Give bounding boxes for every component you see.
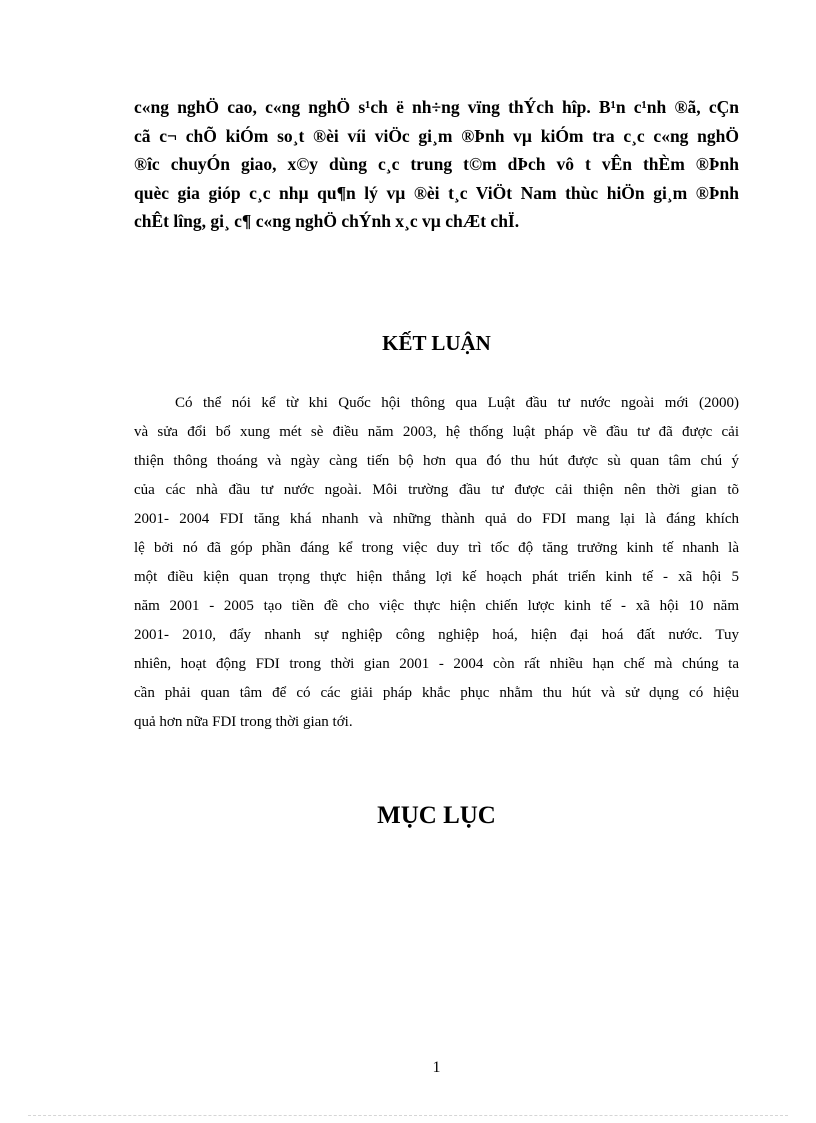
conclusion-heading: KẾT LUẬN [382, 331, 491, 355]
paragraph-line: năm 2001 - 2005 tạo tiền đề cho việc thực hiện chiến lược kinh tế - xã hội 10 năm [134, 598, 739, 614]
paragraph-line: cã c¬ chÕ kiÓm so¸t ®èi víi viÖc gi¸m ®Þnh vµ kiÓm tra c¸c c«ng nghÖ [134, 125, 739, 146]
paragraph-line: nhiên, hoạt động FDI trong thời gian 2001 - 2004 còn rất nhiều hạn chế mà chúng ta [134, 656, 739, 672]
conclusion-paragraph [134, 389, 739, 737]
paragraph-line: 2001- 2004 FDI tăng khá nhanh và những thành quả do FDI mang lại là đáng khích [134, 511, 739, 527]
paragraph-line: ®îc chuyÓn giao, x©y dùng c¸c trung t©m dÞch vô t vÊn thÈm ®Þnh [134, 154, 739, 174]
paragraph-line: quèc gia gióp c¸c nhµ qu¶n lý vµ ®èi t¸c ViÖt Nam thùc hiÖn gi¸m ®Þnh [134, 182, 739, 203]
paragraph-line: c«ng nghÖ cao, c«ng nghÖ s¹ch ë nh÷ng vïng thÝch hîp. B¹n c¹nh ®ã, cÇn [134, 97, 739, 117]
paragraph-line: quả hơn nữa FDI trong thời gian tới. [134, 714, 353, 730]
paragraph-line: của các nhà đầu tư nước ngoài. Môi trường đầu tư được cải thiện nên thời gian tõ [134, 482, 739, 498]
page-edge-divider [28, 1115, 788, 1116]
page-number: 1 [432, 1059, 441, 1076]
paragraph-line: và sửa đổi bổ xung mét sè điều năm 2003, hệ thống luật pháp về đầu tư đã được cải [134, 424, 739, 440]
paragraph-line: thiện thông thoáng và ngày càng tiến bộ hơn qua đó thu hút được sù quan tâm chú ý [134, 453, 739, 469]
paragraph-line: cần phải quan tâm để có các giải pháp khắc phục nhằm thu hút và sử dụng có hiệu [134, 685, 739, 701]
paragraph-line: một điều kiện quan trọng thực hiện thắng lợi kế hoạch phát triển kinh tế - xã hội 5 [134, 569, 739, 585]
paragraph-line: chÊt lîng, gi¸ c¶ c«ng nghÖ chÝnh x¸c vµ chÆt chÏ. [134, 211, 520, 231]
paragraph-line: 2001- 2010, đẩy nhanh sự nghiệp công nghiệp hoá, hiện đại hoá đất nước. Tuy [134, 627, 739, 643]
top-paragraph [134, 93, 739, 236]
paragraph-line: Có thể nói kể từ khi Quốc hội thông qua Luật đầu tư nước ngoài mới (2000) [175, 395, 739, 411]
paragraph-line: lệ bởi nó đã góp phần đáng kể trong việc duy trì tốc độ tăng trưởng kinh tế nhanh là [134, 540, 739, 556]
table-of-contents-heading: MỤC LỤC [377, 802, 496, 829]
